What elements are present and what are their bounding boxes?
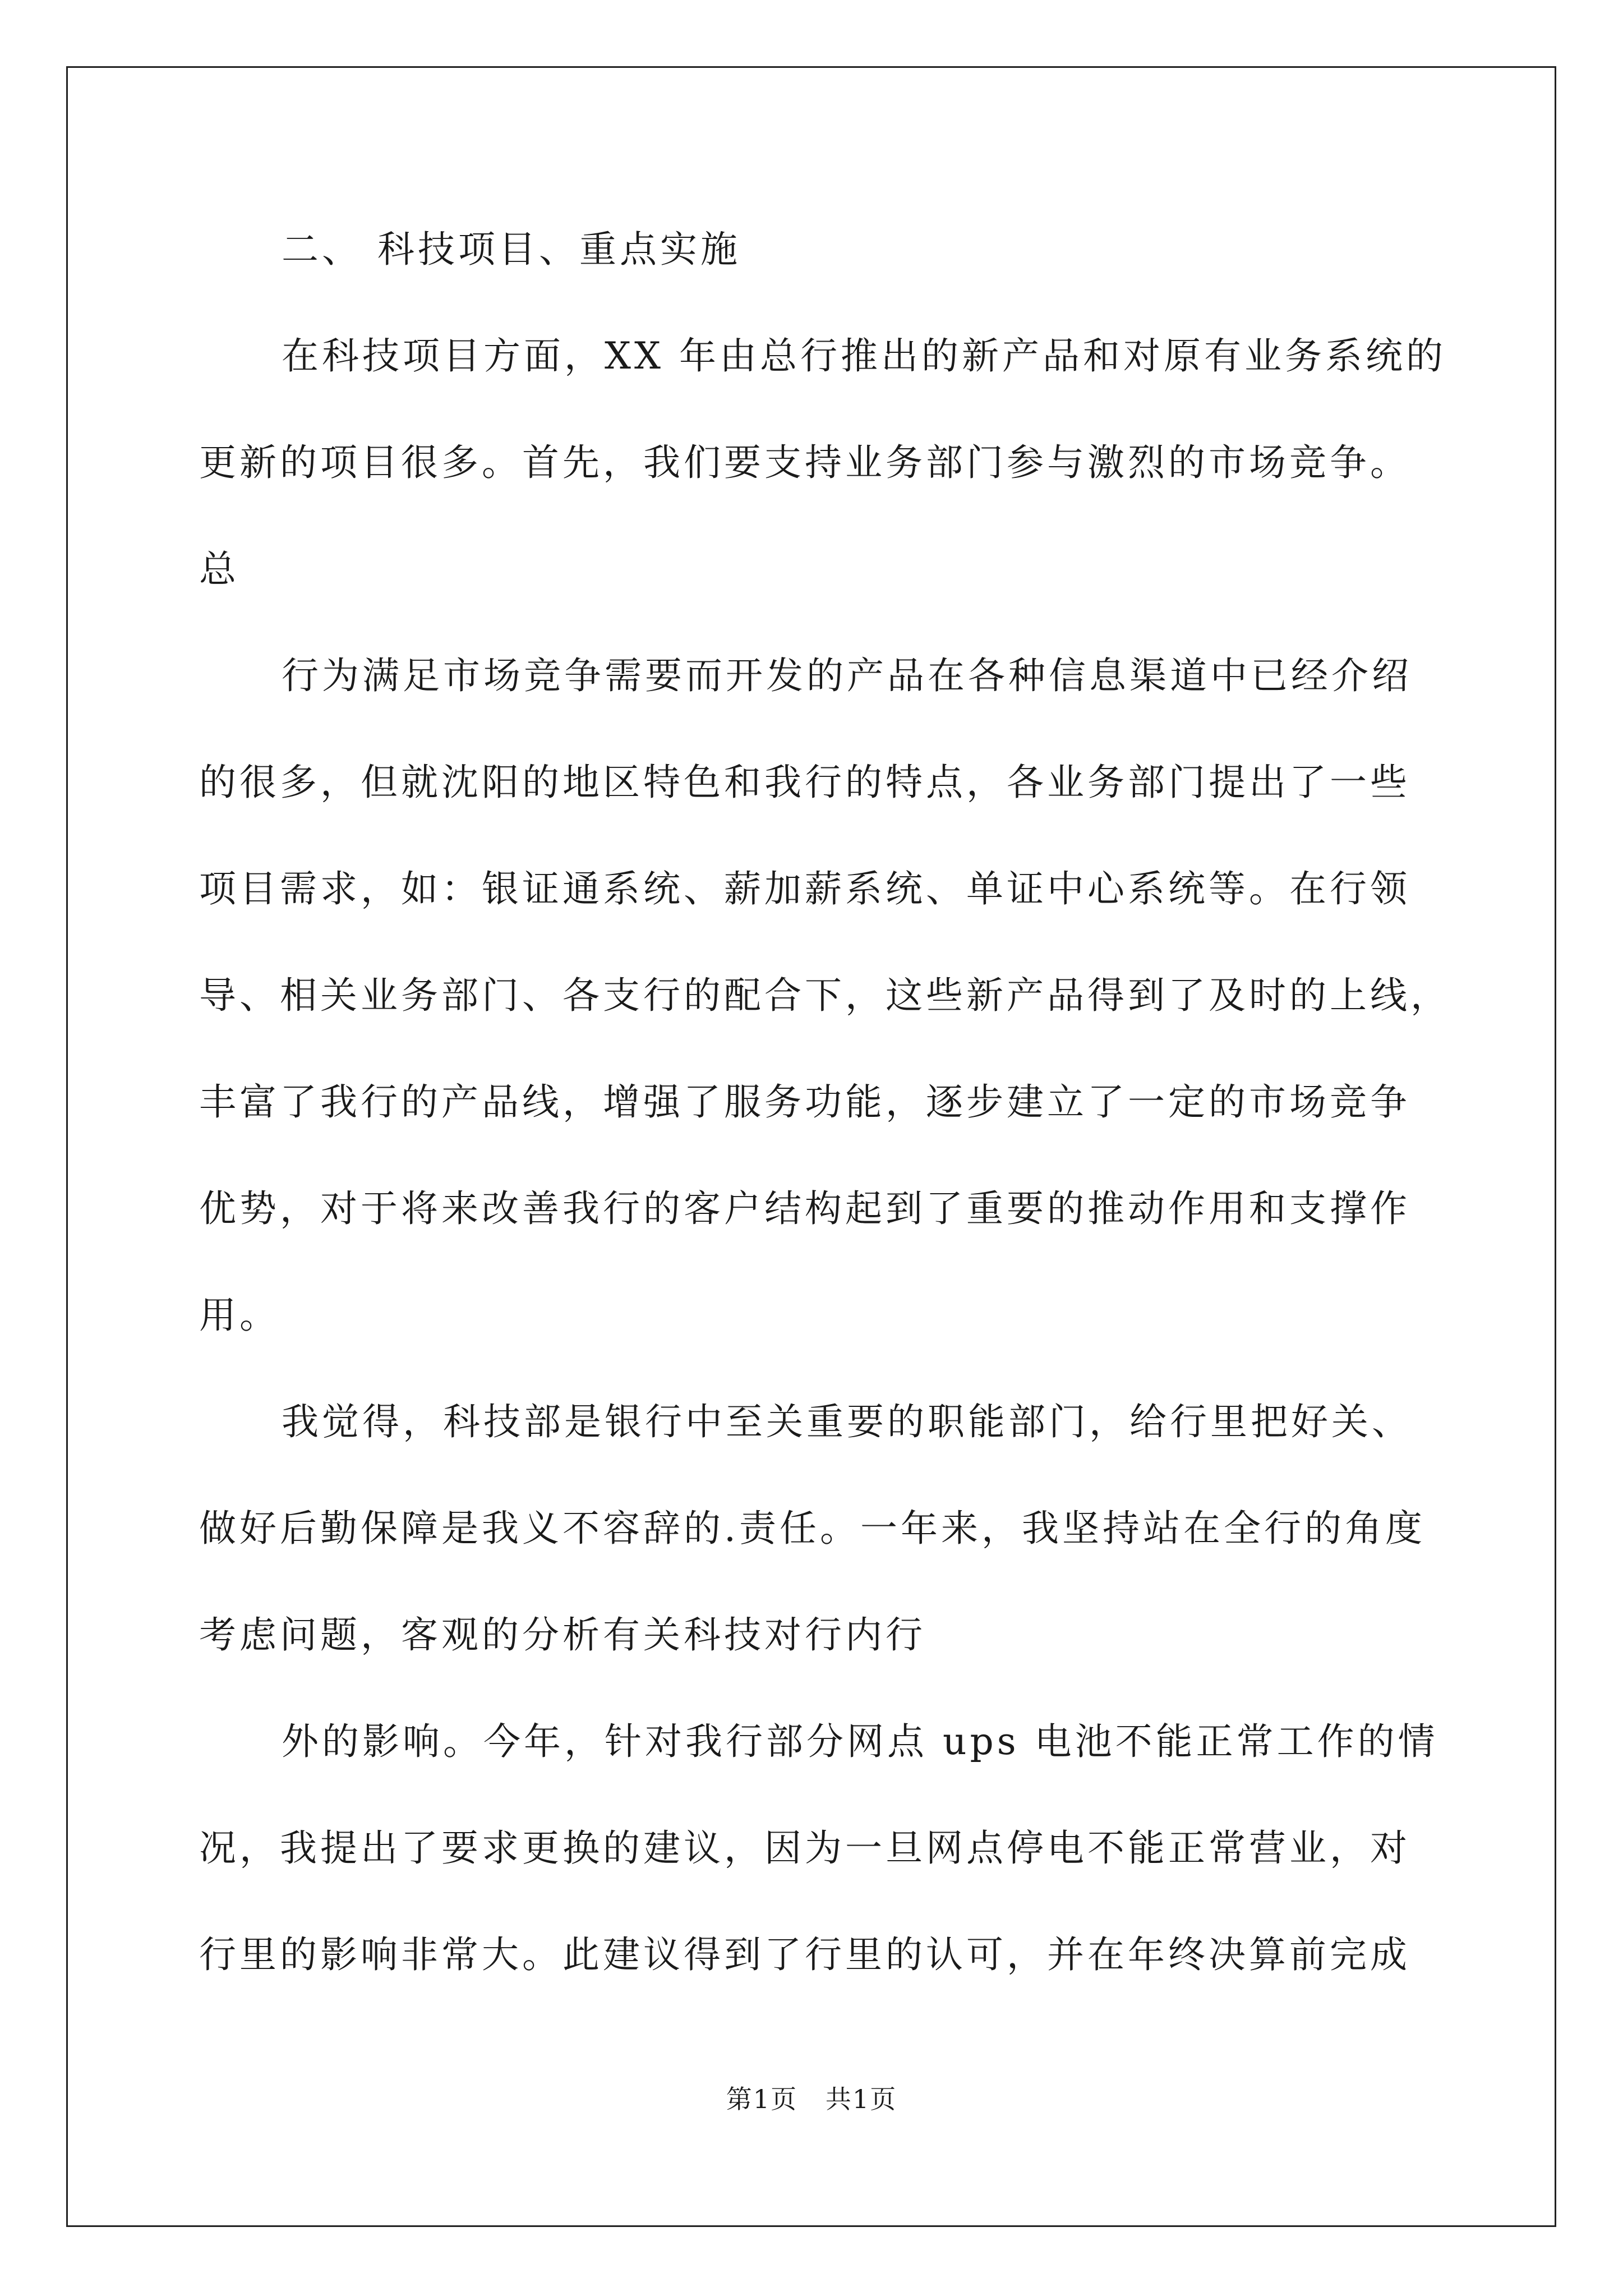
paragraph-line: 优势，对于将来改善我行的客户结构起到了重要的推动作用和支撑作 bbox=[199, 1187, 1410, 1230]
paragraph-line: 在科技项目方面，XX 年由总行推出的新产品和对原有业务系统的 bbox=[282, 334, 1446, 378]
section-heading: 二、 科技项目、重点实施 bbox=[282, 228, 741, 271]
paragraph-line: 的很多，但就沈阳的地区特色和我行的特点，各业务部门提出了一些 bbox=[199, 761, 1410, 804]
paragraph-line: 项目需求，如：银证通系统、薪加薪系统、单证中心系统等。在行领 bbox=[199, 867, 1410, 910]
paragraph-line: 总 bbox=[199, 547, 239, 591]
paragraph-line: 更新的项目很多。首先，我们要支持业务部门参与激烈的市场竞争。 bbox=[199, 441, 1410, 484]
paragraph-line: 外的影响。今年，针对我行部分网点 ups 电池不能正常工作的情 bbox=[282, 1720, 1438, 1763]
paragraph-line: 况，我提出了要求更换的建议，因为一旦网点停电不能正常营业，对 bbox=[199, 1826, 1410, 1870]
paragraph-line: 考虑问题，客观的分析有关科技对行内行 bbox=[199, 1613, 926, 1657]
paragraph-line: 用。 bbox=[199, 1294, 280, 1337]
page-border bbox=[66, 66, 1556, 2227]
paragraph-line: 我觉得，科技部是银行中至关重要的职能部门，给行里把好关、 bbox=[282, 1400, 1412, 1443]
paragraph-line: 行为满足市场竞争需要而开发的产品在各种信息渠道中已经介绍 bbox=[282, 654, 1412, 697]
paragraph-line: 行里的影响非常大。此建议得到了行里的认可，并在年终决算前完成 bbox=[199, 1933, 1410, 1976]
paragraph-line: 丰富了我行的产品线，增强了服务功能，逐步建立了一定的市场竞争 bbox=[199, 1080, 1410, 1124]
paragraph-line: 做好后勤保障是我义不容辞的.责任。一年来，我坚持站在全行的角度 bbox=[199, 1507, 1426, 1550]
page-footer: 第1页 共1页 bbox=[726, 2084, 897, 2114]
paragraph-line: 导、相关业务部门、各支行的配合下，这些新产品得到了及时的上线， bbox=[199, 974, 1451, 1017]
